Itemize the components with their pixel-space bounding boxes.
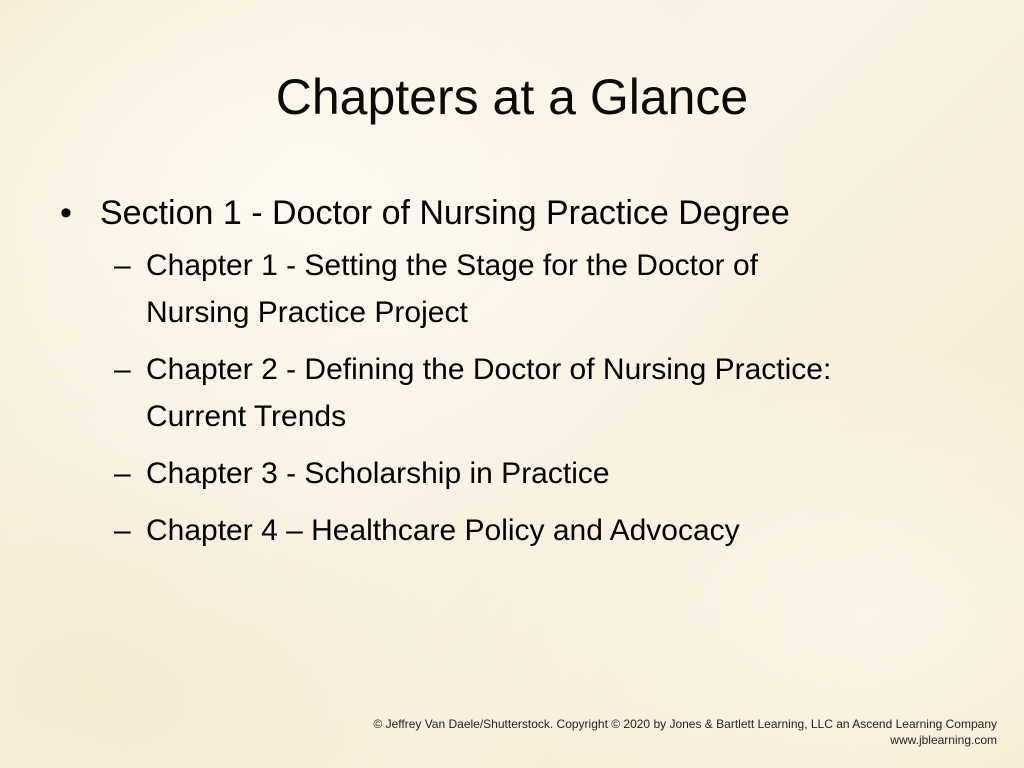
chapter-list: [60, 242, 960, 554]
dash-icon: –: [114, 514, 131, 547]
bullet-icon: •: [60, 194, 72, 232]
chapter-item-1: [60, 242, 866, 336]
chapter-item-2: [60, 346, 846, 440]
section-text: Section 1 - Doctor of Nursing Practice Degree: [100, 194, 790, 232]
dash-icon: –: [114, 457, 131, 490]
website-text: www.jblearning.com: [890, 733, 997, 747]
chapter-text: Chapter 4 – Healthcare Policy and Advocacy: [146, 514, 740, 547]
copyright-text: © Jeffrey Van Daele/Shutterstock. Copyright © 2020 by Jones & Bartlett Learning, LLC an Ascend Learning Company: [373, 717, 997, 731]
chapter-item-4: [60, 507, 866, 554]
section-bullet: [60, 190, 960, 236]
slide-title: Chapters at a Glance: [275, 69, 749, 125]
chapter-text: Chapter 3 - Scholarship in Practice: [146, 457, 610, 490]
dash-icon: –: [114, 249, 131, 282]
dash-icon: –: [114, 353, 131, 386]
copyright-credit: [373, 716, 997, 748]
chapter-text: Chapter 1 - Setting the Stage for the Doctor of Nursing Practice Project: [146, 249, 759, 329]
chapter-item-3: [60, 450, 866, 497]
slide-content: [60, 190, 960, 564]
chapter-text: Chapter 2 - Defining the Doctor of Nursing Practice: Current Trends: [146, 353, 832, 433]
